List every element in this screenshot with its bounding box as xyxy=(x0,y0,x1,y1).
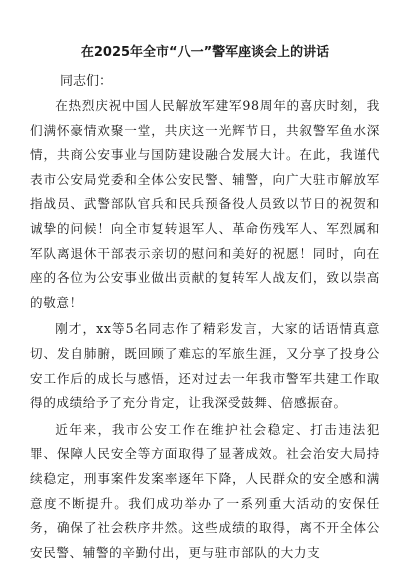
paragraph-celebration: 在热烈庆祝中国人民解放军建军98周年的喜庆时刻，我们满怀豪情欢聚一堂，共庆这一光辉节日，共叙警军鱼水深情，共商公安事业与国防建设融合发展大计。在此，我谨代表市公安局党委和全体公安民警、辅警，向广大驻市解放军指战员、武警部队官兵和民兵预备役人员致以节日的祝贺和诚挚的问候！向全市复转退军人、革命伤残军人、军烈属和军队离退休干部表示亲切的慰问和美好的祝愿！同时，向在座的各位为公安事业做出贡献的复转军人战友们，致以崇高的敬意！ xyxy=(30,98,380,310)
paragraph-speeches: 刚才，xx等5名同志作了精彩发言，大家的话语情真意切、发自肺腑，既回顾了难忘的军旅生涯，又分享了投身公安工作后的成长与感悟，还对过去一年我市警军共建工作取得的成绩给予了充分肯定，让我深受鼓舞、倍感振奋。 xyxy=(30,321,380,411)
salutation: 同志们： xyxy=(60,74,113,89)
document-title: 在2025年全市“八一”警军座谈会上的讲话 xyxy=(80,45,330,60)
paragraph-achievements: 近年来，我市公安工作在维护社会稳定、打击违法犯罪、保障人民安全等方面取得了显著成效。社会治安大局持续稳定，刑事案件发案率逐年下降，人民群众的安全感和满意度不断提升。我们成功举办了一系列重大活动的安保任务，确保了社会秩序井然。这些成绩的取得，离不开全体公安民警、辅警的辛勤付出，更与驻市部队的大力支 xyxy=(30,421,380,560)
